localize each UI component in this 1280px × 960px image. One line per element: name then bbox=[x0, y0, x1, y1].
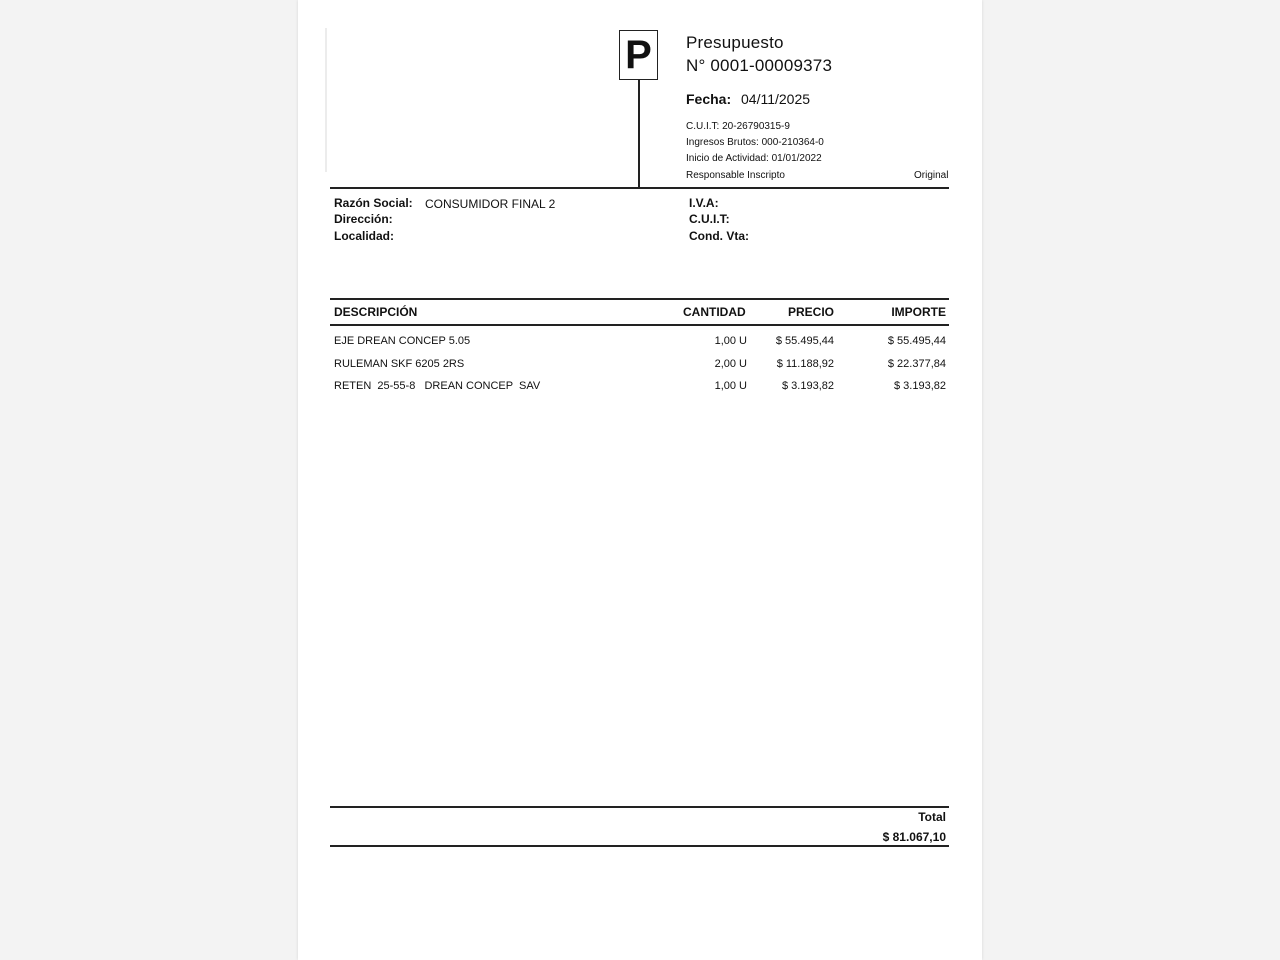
row-precio: $ 11.188,92 bbox=[776, 358, 834, 370]
document-page bbox=[298, 0, 982, 960]
table-header-border bbox=[330, 324, 949, 326]
cond-vta-label: Cond. Vta: bbox=[689, 229, 749, 243]
row-cantidad: 1,00 U bbox=[714, 380, 747, 392]
document-letter-box bbox=[619, 30, 658, 80]
header-divider bbox=[330, 187, 949, 189]
header-importe: IMPORTE bbox=[891, 305, 946, 319]
header-precio: PRECIO bbox=[787, 305, 834, 319]
date-label: Fecha: bbox=[686, 91, 732, 107]
issuer-condicion: Responsable Inscripto bbox=[686, 170, 785, 181]
row-descripcion: RULEMAN SKF 6205 2RS bbox=[334, 358, 465, 370]
totals-bottom-border bbox=[330, 845, 949, 847]
logo-placeholder bbox=[325, 28, 327, 172]
localidad-label: Localidad: bbox=[334, 229, 395, 243]
copy-label: Original bbox=[914, 170, 949, 181]
razon-social-label: Razón Social: bbox=[334, 196, 413, 210]
document-letter: P bbox=[625, 32, 652, 77]
row-importe: $ 22.377,84 bbox=[887, 358, 946, 370]
cuit-label: C.U.I.T: bbox=[689, 212, 730, 226]
row-precio: $ 55.495,44 bbox=[775, 335, 834, 347]
totals-top-border bbox=[330, 806, 949, 808]
row-cantidad: 1,00 U bbox=[714, 335, 747, 347]
total-value: $ 81.067,10 bbox=[882, 830, 946, 844]
date-value: 04/11/2025 bbox=[741, 91, 811, 107]
header-cantidad: CANTIDAD bbox=[683, 305, 746, 319]
row-descripcion: RETEN 25-55-8 DREAN CONCEP SAV bbox=[334, 380, 541, 392]
iva-label: I.V.A: bbox=[689, 196, 719, 210]
row-precio: $ 3.193,82 bbox=[782, 380, 834, 392]
table-top-border bbox=[330, 298, 949, 300]
row-importe: $ 55.495,44 bbox=[887, 335, 946, 347]
total-label: Total bbox=[918, 810, 946, 824]
issuer-inicio-actividad: Inicio de Actividad: 01/01/2022 bbox=[686, 153, 822, 164]
header-divider-vertical bbox=[638, 80, 640, 188]
document-title: Presupuesto bbox=[686, 33, 784, 52]
razon-social-value: CONSUMIDOR FINAL 2 bbox=[425, 197, 556, 211]
row-importe: $ 3.193,82 bbox=[894, 380, 946, 392]
issuer-ingresos-brutos: Ingresos Brutos: 000-210364-0 bbox=[686, 137, 824, 148]
direccion-label: Dirección: bbox=[334, 212, 393, 226]
document-number: N° 0001-00009373 bbox=[686, 56, 833, 75]
issuer-cuit: C.U.I.T: 20-26790315-9 bbox=[686, 121, 790, 132]
row-cantidad: 2,00 U bbox=[714, 358, 747, 370]
header-descripcion: DESCRIPCIÓN bbox=[334, 305, 418, 319]
row-descripcion: EJE DREAN CONCEP 5.05 bbox=[334, 335, 471, 347]
